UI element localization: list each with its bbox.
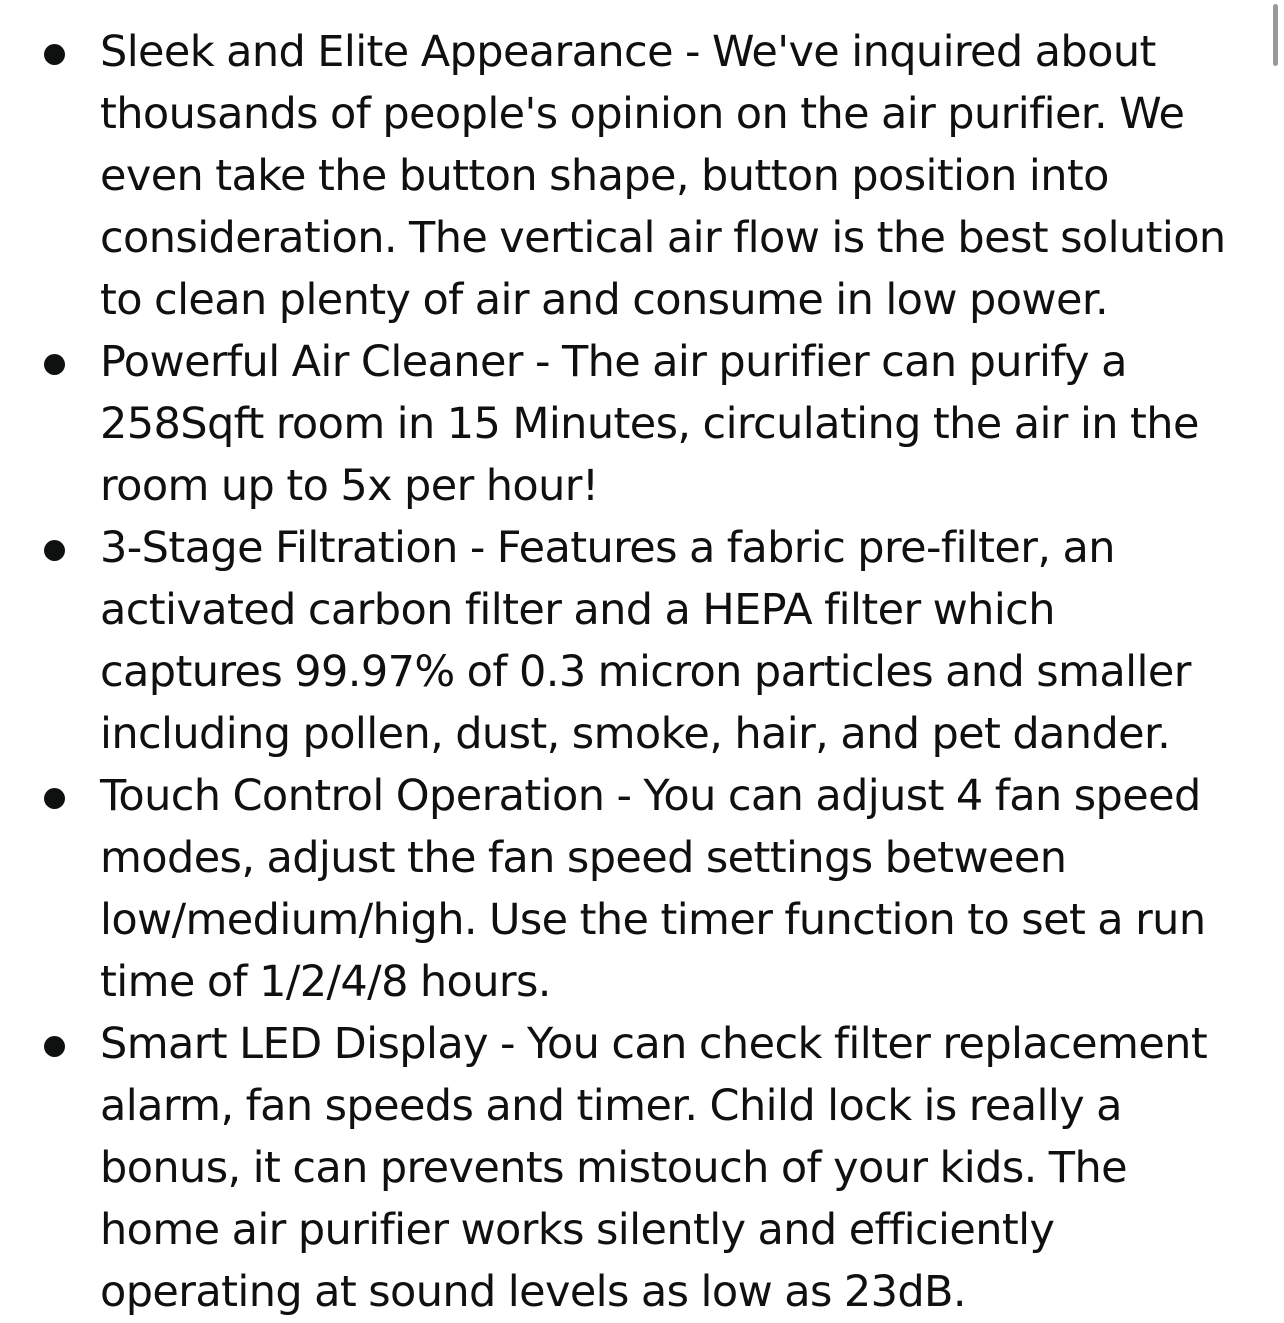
- feature-text: Sleek and Elite Appearance - We've inquired about thousands of people's opinion on the air purifier. We even take the button shape, button position into consideration. The vertical air flow is the best solution to clean plenty of air and consume in low power.: [100, 27, 1226, 325]
- feature-text: 3-Stage Filtration - Features a fabric pre-filter, an activated carbon filter and a HEPA filter which captures 99.97% of 0.3 micron particles and smaller including pollen, dust, smoke, hair, and pet dander.: [100, 523, 1191, 759]
- bullet-icon: [44, 44, 65, 65]
- feature-item-filtration: [0, 517, 1284, 765]
- bullet-icon: [44, 788, 65, 809]
- bullet-icon: [44, 354, 65, 375]
- feature-item-appearance: [0, 21, 1284, 331]
- feature-item-touch-control: [0, 765, 1284, 1013]
- feature-item-led-display: [0, 1013, 1284, 1323]
- feature-bullet-list: [0, 21, 1284, 1323]
- bullet-icon: [44, 540, 65, 561]
- bullet-icon: [44, 1036, 65, 1057]
- vertical-scrollbar[interactable]: [1270, 0, 1284, 1317]
- scrollbar-thumb[interactable]: [1273, 4, 1278, 66]
- feature-text: Touch Control Operation - You can adjust 4 fan speed modes, adjust the fan speed settings between low/medium/high. Use the timer function to set a run time of 1/2/4/8 hours.: [100, 771, 1206, 1007]
- feature-item-air-cleaner: [0, 331, 1284, 517]
- feature-text: Powerful Air Cleaner - The air purifier can purify a 258Sqft room in 15 Minutes, circulating the air in the room up to 5x per hour!: [100, 337, 1199, 511]
- feature-text: Smart LED Display - You can check filter replacement alarm, fan speeds and timer. Child lock is really a bonus, it can prevents mistouch of your kids. The home air purifier works silently and efficiently operating at sound levels as low as 23dB.: [100, 1019, 1208, 1317]
